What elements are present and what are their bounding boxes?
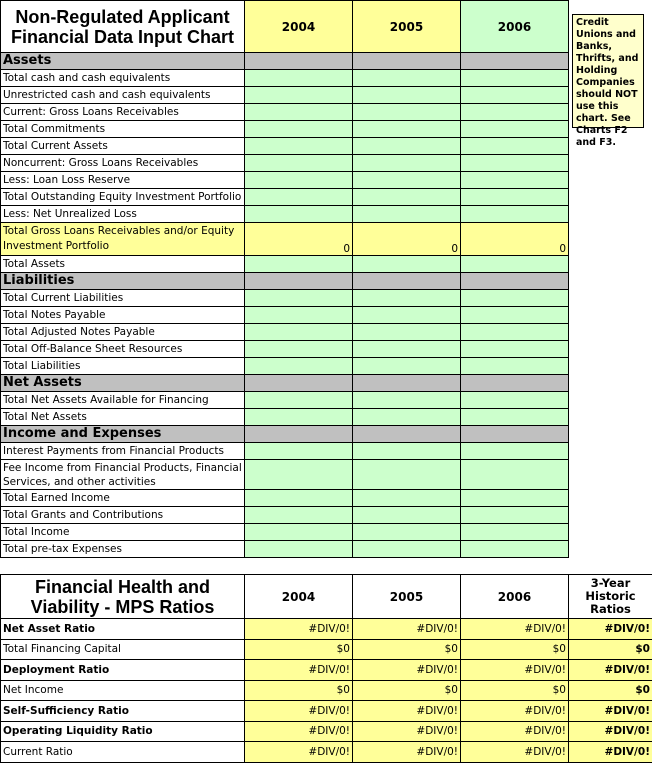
ratio-year-2004: 2004 <box>245 575 353 619</box>
input-cell[interactable] <box>353 87 461 104</box>
row-label: Total Off-Balance Sheet Resources <box>1 341 245 358</box>
input-cell[interactable] <box>245 324 353 341</box>
historic-ratio-value: $0 <box>569 639 652 660</box>
section-fill <box>353 273 461 290</box>
section-label: Assets <box>1 53 245 70</box>
input-cell[interactable] <box>245 290 353 307</box>
ratio-value: #DIV/0! <box>353 660 461 681</box>
input-cell[interactable] <box>245 121 353 138</box>
table-row <box>1 307 569 324</box>
historic-ratio-value: #DIV/0! <box>569 660 652 681</box>
input-cell[interactable] <box>461 290 569 307</box>
ratio-value: #DIV/0! <box>353 701 461 722</box>
ratio-value: #DIV/0! <box>461 721 569 742</box>
section-net_assets <box>1 375 569 392</box>
section-income <box>1 426 569 443</box>
row-label: Total Outstanding Equity Investment Portfolio <box>1 189 245 206</box>
input-cell[interactable] <box>245 358 353 375</box>
ratio-value: $0 <box>353 639 461 660</box>
input-cell[interactable] <box>461 172 569 189</box>
table-row <box>1 155 569 172</box>
input-cell[interactable] <box>245 507 353 524</box>
ratio-value: #DIV/0! <box>353 721 461 742</box>
input-cell[interactable] <box>245 524 353 541</box>
ratio-value: $0 <box>245 680 353 701</box>
table-row <box>1 206 569 223</box>
ratio-value: $0 <box>353 680 461 701</box>
section-liabilities <box>1 273 569 290</box>
table-row <box>1 121 569 138</box>
ratio-row <box>1 639 652 660</box>
input-cell[interactable] <box>245 206 353 223</box>
input-cell[interactable] <box>353 172 461 189</box>
input-cell[interactable] <box>353 324 461 341</box>
historic-ratios-header: 3-Year Historic Ratios <box>569 575 652 619</box>
input-cell[interactable] <box>245 70 353 87</box>
input-cell[interactable] <box>353 138 461 155</box>
row-label: Total Notes Payable <box>1 307 245 324</box>
input-cell[interactable] <box>353 541 461 558</box>
input-cell[interactable] <box>461 341 569 358</box>
computed-cell: 0 <box>245 223 353 256</box>
input-cell[interactable] <box>353 256 461 273</box>
row-label: Interest Payments from Financial Products <box>1 443 245 460</box>
ratio-value: #DIV/0! <box>461 619 569 640</box>
ratio-value: #DIV/0! <box>461 701 569 722</box>
row-label: Noncurrent: Gross Loans Receivables <box>1 155 245 172</box>
ratio-row <box>1 742 652 763</box>
table-row <box>1 507 569 524</box>
input-cell[interactable] <box>461 206 569 223</box>
ratio-label: Self-Sufficiency Ratio <box>1 701 245 722</box>
ratio-value: #DIV/0! <box>245 701 353 722</box>
ratio-value: $0 <box>461 639 569 660</box>
section-fill <box>245 375 353 392</box>
input-cell[interactable] <box>245 341 353 358</box>
input-cell[interactable] <box>353 121 461 138</box>
input-cell[interactable] <box>353 189 461 206</box>
table-row <box>1 524 569 541</box>
input-cell[interactable] <box>245 104 353 121</box>
section-fill <box>245 53 353 70</box>
input-cell[interactable] <box>461 324 569 341</box>
input-cell[interactable] <box>461 70 569 87</box>
input-cell[interactable] <box>245 155 353 172</box>
input-cell[interactable] <box>245 256 353 273</box>
table-row <box>1 341 569 358</box>
ratio-label: Operating Liquidity Ratio <box>1 721 245 742</box>
input-cell[interactable] <box>353 70 461 87</box>
input-cell[interactable] <box>461 524 569 541</box>
input-cell[interactable] <box>461 138 569 155</box>
ratio-label: Deployment Ratio <box>1 660 245 681</box>
ratio-label: Total Financing Capital <box>1 639 245 660</box>
input-cell[interactable] <box>353 507 461 524</box>
input-cell[interactable] <box>245 541 353 558</box>
table-row <box>1 104 569 121</box>
historic-ratio-value: #DIV/0! <box>569 619 652 640</box>
ratio-value: #DIV/0! <box>461 742 569 763</box>
input-cell[interactable] <box>353 490 461 507</box>
table-row <box>1 358 569 375</box>
ratio-row <box>1 721 652 742</box>
row-label: Total Earned Income <box>1 490 245 507</box>
year-header-2005: 2005 <box>353 1 461 53</box>
input-cell[interactable] <box>461 155 569 172</box>
section-assets <box>1 53 569 70</box>
ratio-row <box>1 701 652 722</box>
input-cell[interactable] <box>461 87 569 104</box>
year-header-2004: 2004 <box>245 1 353 53</box>
table-row <box>1 70 569 87</box>
row-label: Total Adjusted Notes Payable <box>1 324 245 341</box>
input-cell[interactable] <box>353 307 461 324</box>
section-fill <box>245 426 353 443</box>
input-cell[interactable] <box>353 104 461 121</box>
input-cell[interactable] <box>245 443 353 460</box>
row-label: Total Net Assets <box>1 409 245 426</box>
historic-ratio-value: #DIV/0! <box>569 721 652 742</box>
section-fill <box>353 375 461 392</box>
table-row <box>1 409 569 426</box>
section-fill <box>353 426 461 443</box>
input-cell[interactable] <box>245 172 353 189</box>
input-cell[interactable] <box>245 409 353 426</box>
section-label: Income and Expenses <box>1 426 245 443</box>
row-label: Total Liabilities <box>1 358 245 375</box>
input-cell[interactable] <box>353 155 461 172</box>
table-row <box>1 392 569 409</box>
input-cell[interactable] <box>461 189 569 206</box>
input-cell[interactable] <box>461 104 569 121</box>
input-cell[interactable] <box>461 541 569 558</box>
table-row <box>1 290 569 307</box>
row-label: Total cash and cash equivalents <box>1 70 245 87</box>
input-cell[interactable] <box>461 121 569 138</box>
section-fill <box>461 375 569 392</box>
row-label: Total Assets <box>1 256 245 273</box>
input-cell[interactable] <box>353 460 461 490</box>
ratio-value: #DIV/0! <box>245 619 353 640</box>
ratio-label: Current Ratio <box>1 742 245 763</box>
input-cell[interactable] <box>353 206 461 223</box>
historic-ratio-value: #DIV/0! <box>569 701 652 722</box>
ratio-label: Net Asset Ratio <box>1 619 245 640</box>
input-cell[interactable] <box>461 392 569 409</box>
table-row <box>1 490 569 507</box>
ratio-value: #DIV/0! <box>353 742 461 763</box>
input-cell[interactable] <box>353 290 461 307</box>
input-cell[interactable] <box>245 460 353 490</box>
computed-cell: 0 <box>353 223 461 256</box>
table-row <box>1 460 569 490</box>
input-cell[interactable] <box>245 392 353 409</box>
row-label: Less: Net Unrealized Loss <box>1 206 245 223</box>
input-cell[interactable] <box>461 358 569 375</box>
ratio-value: #DIV/0! <box>353 619 461 640</box>
input-cell[interactable] <box>245 87 353 104</box>
section-fill <box>461 53 569 70</box>
input-cell[interactable] <box>461 490 569 507</box>
section-fill <box>461 426 569 443</box>
input-cell[interactable] <box>353 341 461 358</box>
input-cell[interactable] <box>353 443 461 460</box>
ratio-label: Net Income <box>1 680 245 701</box>
table-row <box>1 189 569 206</box>
row-label: Current: Gross Loans Receivables <box>1 104 245 121</box>
ratio-value: #DIV/0! <box>245 660 353 681</box>
input-cell[interactable] <box>461 460 569 490</box>
input-cell[interactable] <box>353 409 461 426</box>
section-fill <box>353 53 461 70</box>
mps-ratios-table <box>0 574 652 763</box>
ratio-year-2006: 2006 <box>461 575 569 619</box>
input-cell[interactable] <box>245 138 353 155</box>
input-cell[interactable] <box>461 409 569 426</box>
input-cell[interactable] <box>245 490 353 507</box>
table-row <box>1 172 569 189</box>
table-row <box>1 256 569 273</box>
input-cell[interactable] <box>353 524 461 541</box>
row-label: Total Current Liabilities <box>1 290 245 307</box>
ratios-chart-title: Financial Health and Viability - MPS Ratios <box>1 575 245 619</box>
section-label: Net Assets <box>1 375 245 392</box>
input-cell[interactable] <box>461 307 569 324</box>
section-fill <box>245 273 353 290</box>
ratio-year-2005: 2005 <box>353 575 461 619</box>
input-cell[interactable] <box>461 443 569 460</box>
row-label: Total Commitments <box>1 121 245 138</box>
ratio-row <box>1 680 652 701</box>
ratio-value: #DIV/0! <box>245 742 353 763</box>
table-row <box>1 443 569 460</box>
table-row <box>1 541 569 558</box>
historic-ratio-value: #DIV/0! <box>569 742 652 763</box>
historic-ratio-value: $0 <box>569 680 652 701</box>
ratio-value: #DIV/0! <box>245 721 353 742</box>
table-row <box>1 324 569 341</box>
ratio-value: $0 <box>245 639 353 660</box>
row-label: Less: Loan Loss Reserve <box>1 172 245 189</box>
row-label: Fee Income from Financial Products, Financial Services, and other activities <box>1 460 245 490</box>
ratio-value: $0 <box>461 680 569 701</box>
row-label: Total pre-tax Expenses <box>1 541 245 558</box>
section-label: Liabilities <box>1 273 245 290</box>
table-row-gross-loans <box>1 223 569 256</box>
input-cell[interactable] <box>245 307 353 324</box>
table-row <box>1 87 569 104</box>
row-label: Total Gross Loans Receivables and/or Equity Investment Portfolio <box>1 223 245 256</box>
table-row <box>1 138 569 155</box>
section-fill <box>461 273 569 290</box>
input-cell[interactable] <box>461 256 569 273</box>
computed-cell: 0 <box>461 223 569 256</box>
input-cell[interactable] <box>245 189 353 206</box>
ratio-value: #DIV/0! <box>461 660 569 681</box>
ratio-row <box>1 619 652 640</box>
year-header-2006: 2006 <box>461 1 569 53</box>
row-label: Total Grants and Contributions <box>1 507 245 524</box>
input-cell[interactable] <box>353 392 461 409</box>
row-label: Total Net Assets Available for Financing <box>1 392 245 409</box>
input-cell[interactable] <box>353 358 461 375</box>
input-chart-title: Non-Regulated Applicant Financial Data Input Chart <box>1 1 245 53</box>
ratio-row <box>1 660 652 681</box>
row-label: Unrestricted cash and cash equivalents <box>1 87 245 104</box>
row-label: Total Current Assets <box>1 138 245 155</box>
input-cell[interactable] <box>461 507 569 524</box>
credit-union-note: Credit Unions and Banks, Thrifts, and Holding Companies should NOT use this chart. See Charts F2 and F3. <box>572 14 644 128</box>
row-label: Total Income <box>1 524 245 541</box>
